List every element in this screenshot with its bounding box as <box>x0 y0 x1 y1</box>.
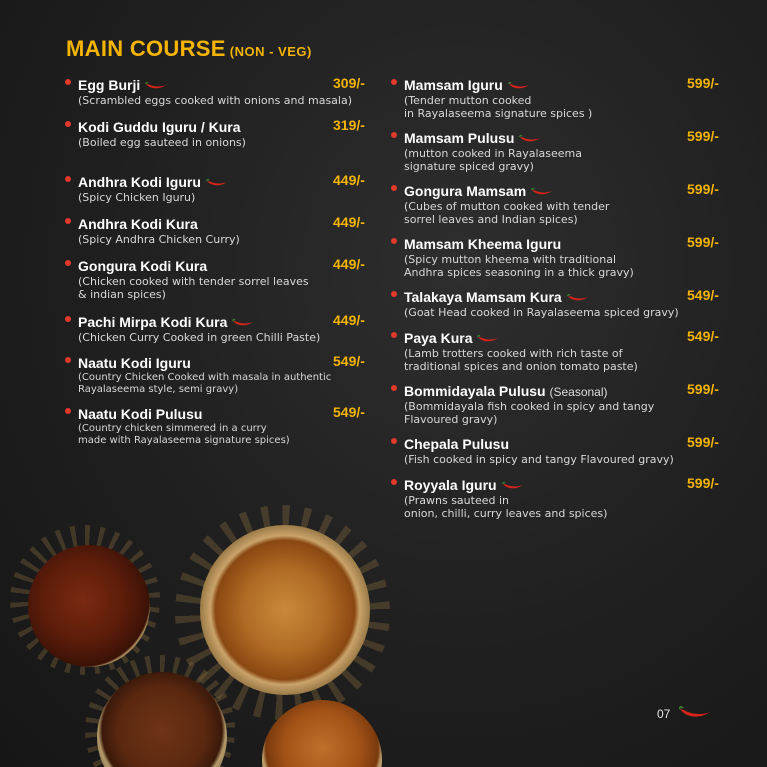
bullet-dot <box>391 185 397 191</box>
page-title <box>66 36 312 62</box>
bullet-dot <box>65 79 71 85</box>
red-chili-icon <box>502 482 524 490</box>
menu-item-name-text: Andhra Kodi Iguru <box>78 174 201 190</box>
bullet-dot <box>65 121 71 127</box>
menu-item <box>404 234 734 279</box>
menu-item-name-text: Gongura Mamsam <box>404 183 527 199</box>
menu-item-name <box>404 436 509 452</box>
bullet-dot <box>391 291 397 297</box>
red-chili-icon <box>477 335 499 343</box>
red-chili-icon <box>206 179 228 187</box>
menu-item <box>404 128 734 173</box>
menu-item-description: (Cubes of mutton cooked with tender sorrel leaves and Indian spices) <box>404 200 610 226</box>
menu-item <box>78 172 378 204</box>
menu-item-price: 449/- <box>333 312 365 328</box>
menu-item-name <box>404 236 561 252</box>
menu-item <box>78 353 378 396</box>
menu-item <box>404 328 734 373</box>
red-chili-icon <box>145 82 167 90</box>
menu-item <box>78 256 378 301</box>
menu-item-name-text: Mamsam Kheema Iguru <box>404 236 562 252</box>
bullet-dot <box>65 316 71 322</box>
menu-item-name-text: Paya Kura <box>404 330 473 346</box>
menu-item-description: (Fish cooked in spicy and tangy Flavoured gravy) <box>404 453 674 466</box>
bullet-dot <box>391 385 397 391</box>
menu-item-name <box>404 289 589 305</box>
bullet-dot <box>391 238 397 244</box>
chicken-curry-bowl-image <box>200 525 370 695</box>
bullet-dot <box>65 357 71 363</box>
menu-item-price: 599/- <box>687 128 719 144</box>
menu-item-name <box>78 314 254 330</box>
red-chili-icon <box>519 135 541 143</box>
menu-item-price: 449/- <box>333 256 365 272</box>
menu-item-description: (Prawns sauteed in onion, chilli, curry leaves and spices) <box>404 494 608 520</box>
menu-item-name <box>404 130 541 146</box>
menu-item-price: 449/- <box>333 172 365 188</box>
menu-item-name-text: Gongura Kodi Kura <box>78 258 208 274</box>
menu-item <box>404 181 734 226</box>
menu-item <box>404 475 734 520</box>
title-subtitle: (NON - VEG) <box>229 44 312 59</box>
menu-item-price: 599/- <box>687 234 719 250</box>
menu-item-price: 599/- <box>687 381 719 397</box>
menu-item-name <box>404 183 553 199</box>
menu-item-price: 309/- <box>333 75 365 91</box>
bullet-dot <box>391 479 397 485</box>
menu-item-name-text: Chepala Pulusu <box>404 436 510 452</box>
red-chili-icon <box>531 188 553 196</box>
menu-item-name-text: Talakaya Mamsam Kura <box>404 289 562 305</box>
menu-item-price: 319/- <box>333 117 365 133</box>
bullet-dot <box>65 260 71 266</box>
bullet-dot <box>65 408 71 414</box>
menu-item-name-text: Naatu Kodi Pulusu <box>78 406 203 422</box>
menu-item-description: (Goat Head cooked in Rayalaseema spiced gravy) <box>404 306 679 319</box>
menu-item-name <box>78 258 207 274</box>
menu-item <box>404 434 734 466</box>
bullet-dot <box>391 438 397 444</box>
menu-item <box>78 75 378 107</box>
menu-item-name-text: Mamsam Pulusu <box>404 130 515 146</box>
menu-item-name-text: Bommidayala Pulusu <box>404 383 546 399</box>
menu-item-description: (Spicy Andhra Chicken Curry) <box>78 233 240 246</box>
menu-item-name <box>404 477 524 493</box>
menu-item-price: 599/- <box>687 75 719 91</box>
menu-item-description: (mutton cooked in Rayalaseema signature spiced gravy) <box>404 147 582 173</box>
menu-item-description: (Scrambled eggs cooked with onions and masala) <box>78 94 353 107</box>
red-chili-icon <box>508 82 530 90</box>
menu-item-name-text: Andhra Kodi Kura <box>78 216 198 232</box>
menu-item <box>78 404 378 447</box>
menu-item-description: (Tender mutton cooked in Rayalaseema signature spices ) <box>404 94 593 120</box>
menu-item-description: (Country Chicken Cooked with masala in authentic Rayalaseema style, semi gravy) <box>78 372 332 395</box>
menu-item-description: (Country chicken simmered in a curry made with Rayalaseema signature spices) <box>78 423 290 446</box>
menu-item <box>78 117 378 149</box>
menu-item-price: 599/- <box>687 434 719 450</box>
menu-item-description: (Spicy Chicken Iguru) <box>78 191 196 204</box>
menu-item-name-text: Royyala Iguru <box>404 477 497 493</box>
menu-item-description: (Spicy mutton kheema with traditional Andhra spices seasoning in a thick gravy) <box>404 253 634 279</box>
bullet-dot <box>65 176 71 182</box>
menu-item-description: (Boiled egg sauteed in onions) <box>78 136 246 149</box>
menu-item-description: (Bommidayala fish cooked in spicy and tangy Flavoured gravy) <box>404 400 655 426</box>
bullet-dot <box>391 332 397 338</box>
red-chili-icon <box>567 294 589 302</box>
menu-item-name <box>404 383 608 400</box>
menu-item <box>404 287 734 319</box>
menu-item-price: 549/- <box>687 328 719 344</box>
menu-item-name-text: Egg Burji <box>78 77 141 93</box>
menu-item-name <box>78 355 191 371</box>
red-chili-icon <box>678 706 712 720</box>
menu-item-name <box>78 174 228 190</box>
menu-item-name <box>78 216 198 232</box>
menu-item-price: 549/- <box>333 353 365 369</box>
menu-item-description: (Lamb trotters cooked with rich taste of traditional spices and onion tomato paste) <box>404 347 638 373</box>
menu-item-description: (Chicken cooked with tender sorrel leaves & indian spices) <box>78 275 309 301</box>
page-number: 07 <box>657 707 671 721</box>
menu-item-price: 549/- <box>687 287 719 303</box>
menu-item-price: 449/- <box>333 214 365 230</box>
menu-item <box>78 312 378 344</box>
menu-item-name-text: Naatu Kodi Iguru <box>78 355 191 371</box>
menu-item-name <box>404 330 499 346</box>
red-chili-icon <box>232 319 254 327</box>
menu-item-price: 599/- <box>687 181 719 197</box>
menu-item-name <box>78 77 167 93</box>
menu-item-name-text: Kodi Guddu Iguru / Kura <box>78 119 241 135</box>
bullet-dot <box>65 218 71 224</box>
bullet-dot <box>391 79 397 85</box>
title-text: MAIN COURSE <box>66 36 226 61</box>
menu-item <box>78 214 378 246</box>
menu-item-description: (Chicken Curry Cooked in green Chilli Paste) <box>78 331 321 344</box>
menu-item-name <box>404 77 530 93</box>
menu-item-price: 599/- <box>687 475 719 491</box>
menu-item-name <box>78 119 241 135</box>
mutton-curry-bowl-image <box>28 545 150 667</box>
menu-item <box>404 75 734 120</box>
menu-item-price: 549/- <box>333 404 365 420</box>
menu-item-name-text: Pachi Mirpa Kodi Kura <box>78 314 228 330</box>
menu-item <box>404 381 734 426</box>
menu-item-name <box>78 406 202 422</box>
menu-item-name-text: Mamsam Iguru <box>404 77 503 93</box>
bullet-dot <box>391 132 397 138</box>
menu-item-note: (Seasonal) <box>549 385 608 399</box>
